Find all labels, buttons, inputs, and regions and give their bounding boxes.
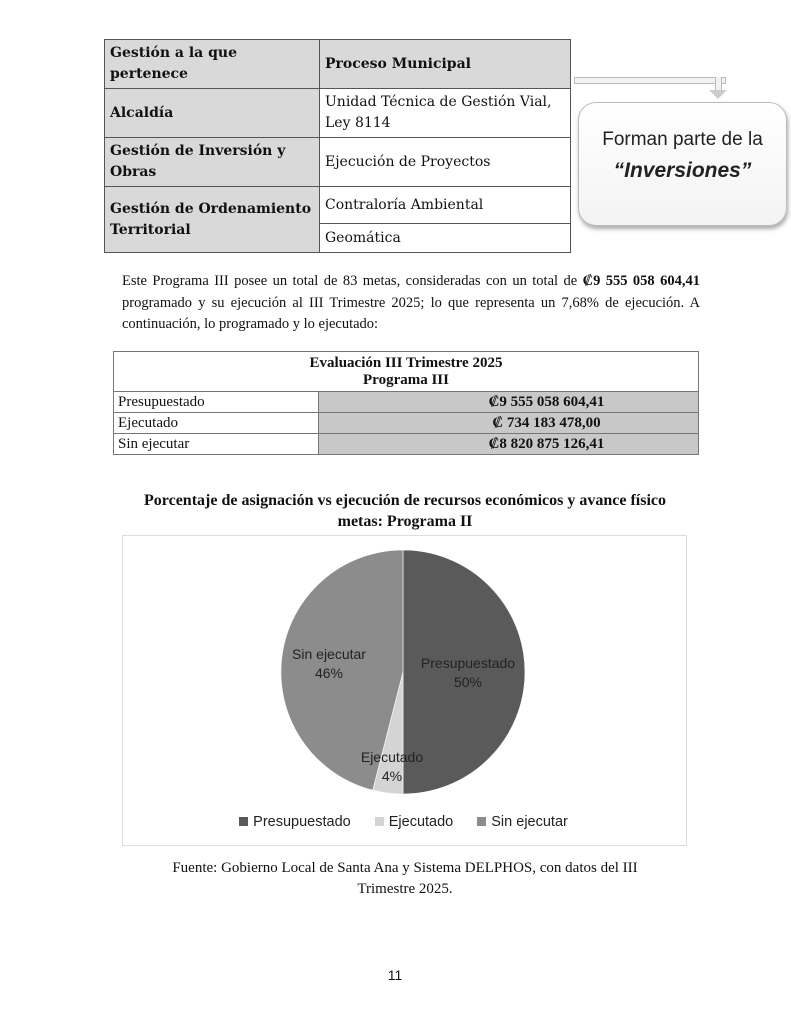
eval-label: Ejecutado: [114, 413, 319, 434]
legend-swatch-icon: [375, 817, 384, 826]
eval-label: Presupuestado: [114, 392, 319, 413]
page-number: 11: [387, 967, 403, 983]
eval-title-line1: Evaluación III Trimestre 2025: [309, 355, 503, 371]
table-row: [114, 413, 699, 434]
gestion-cell: Alcaldía: [105, 89, 320, 138]
label-name: Sin ejecutar: [292, 646, 366, 662]
gestion-cell: Gestión de Inversión y Obras: [105, 138, 320, 187]
chart-title: Porcentaje de asignación vs ejecución de recursos económicos y avance físico metas: Programa II: [144, 492, 666, 530]
table-row: [114, 392, 699, 413]
eval-value: ₡8 820 875 126,41: [319, 434, 699, 455]
legend-label: Sin ejecutar: [491, 814, 568, 830]
proceso-cell: Ejecución de Proyectos: [320, 138, 571, 187]
label-pct: 50%: [453, 674, 483, 690]
label-name: Presupuestado: [420, 655, 516, 671]
evaluation-table: [113, 351, 699, 455]
connector-arrow-horizontal: [574, 77, 726, 84]
legend-swatch-icon: [477, 817, 486, 826]
proceso-cell: Contraloría Ambiental: [320, 187, 571, 224]
legend-label: Ejecutado: [388, 814, 454, 830]
paragraph-text: programado y su ejecución al III Trimestre 2025; lo que representa un 7,68% de ejecución. A continuación, lo programado y lo ejecutado:: [122, 294, 700, 332]
callout-box: [578, 102, 787, 226]
source-line1: Fuente: Gobierno Local de Santa Ana y Sistema DELPHOS, con datos del III: [172, 860, 638, 876]
label-pct: 4%: [381, 768, 403, 784]
pie-label-presupuestado: [412, 654, 524, 692]
legend-item-ejecutado: [375, 814, 454, 830]
pie-label-sin-ejecutar: [284, 645, 374, 683]
eval-label: Sin ejecutar: [114, 434, 319, 455]
summary-paragraph: [122, 271, 700, 336]
source-note: [120, 858, 690, 900]
arrow-down-icon: [709, 90, 727, 99]
label-name: Ejecutado: [360, 749, 424, 765]
proceso-cell: Geomática: [320, 224, 571, 253]
table-row: [105, 89, 571, 138]
table-header-row: [105, 40, 571, 89]
chart-legend: [122, 814, 685, 830]
paragraph-amount: ₡9 555 058 604,41: [582, 273, 700, 289]
callout-line2: “Inversiones”: [613, 159, 752, 182]
gestion-cell: Gestión de Ordenamiento Territorial: [105, 187, 320, 253]
eval-title-row: [114, 352, 699, 392]
eval-title: [114, 352, 699, 392]
header-gestion: Gestión a la que pertenece: [105, 40, 320, 89]
proceso-cell: Unidad Técnica de Gestión Vial, Ley 8114: [320, 89, 571, 138]
header-proceso: Proceso Municipal: [320, 40, 571, 89]
legend-label: Presupuestado: [253, 814, 351, 830]
eval-title-line2: Programa III: [363, 372, 449, 388]
table-row: [105, 187, 571, 224]
callout-line1: Forman parte de la: [602, 129, 763, 150]
legend-item-presupuestado: [239, 814, 351, 830]
paragraph-text: Este Programa III posee un total de 83 metas, consideradas con un total de: [122, 273, 583, 289]
label-pct: 46%: [314, 665, 344, 681]
eval-value: ₡9 555 058 604,41: [319, 392, 699, 413]
source-line2: Trimestre 2025.: [357, 881, 453, 897]
table-row: [105, 138, 571, 187]
gestion-table: [104, 39, 571, 253]
legend-swatch-icon: [239, 817, 248, 826]
legend-item-sin-ejecutar: [477, 814, 568, 830]
eval-value: ₡ 734 183 478,00: [319, 413, 699, 434]
table-row: [114, 434, 699, 455]
pie-label-ejecutado: [352, 748, 432, 786]
